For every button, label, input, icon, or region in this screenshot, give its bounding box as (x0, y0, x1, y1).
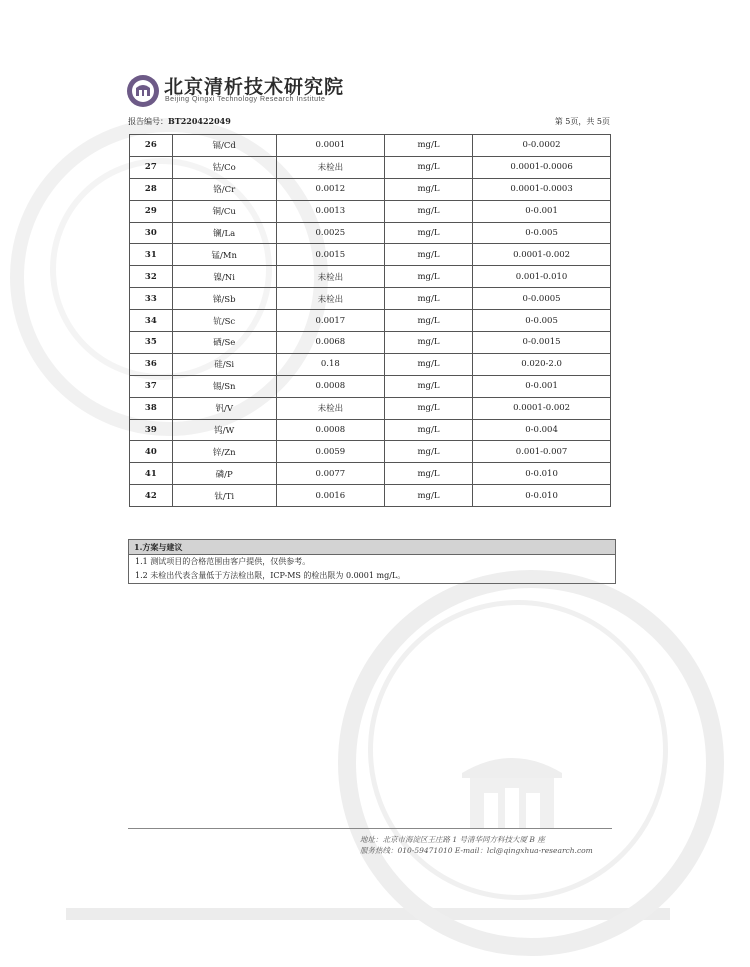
element-name-cell: 钛/Ti (172, 485, 276, 507)
table-row (130, 244, 611, 266)
unit-cell: mg/L (384, 485, 472, 507)
result-value-cell: 0.0017 (276, 310, 384, 332)
unit-cell: mg/L (384, 441, 472, 463)
row-number-cell: 38 (130, 397, 173, 419)
result-value-cell: 0.0001 (276, 135, 384, 157)
result-value-cell: 0.0016 (276, 485, 384, 507)
element-name-cell: 钪/Sc (172, 310, 276, 332)
result-value-cell: 0.0077 (276, 463, 384, 485)
element-name-cell: 锡/Sn (172, 375, 276, 397)
page-indicator: 第 5页，共 5页 (554, 117, 610, 126)
element-name-cell: 锌/Zn (172, 441, 276, 463)
unit-cell: mg/L (384, 266, 472, 288)
acceptable-range-cell: 0-0.0002 (473, 135, 611, 157)
result-value-cell: 0.0013 (276, 200, 384, 222)
result-value-cell: 0.0008 (276, 419, 384, 441)
unit-cell: mg/L (384, 332, 472, 354)
table-row (130, 156, 611, 178)
table-row (130, 332, 611, 354)
acceptable-range-cell: 0-0.001 (473, 375, 611, 397)
row-number-cell: 32 (130, 266, 173, 288)
acceptable-range-cell: 0-0.010 (473, 463, 611, 485)
acceptable-range-cell: 0-0.005 (473, 222, 611, 244)
row-number-cell: 42 (130, 485, 173, 507)
row-number-cell: 36 (130, 353, 173, 375)
table-row (130, 200, 611, 222)
acceptable-range-cell: 0.0001-0.002 (473, 397, 611, 419)
seal-building-icon (452, 738, 572, 828)
row-number-cell: 34 (130, 310, 173, 332)
result-value-cell: 0.0025 (276, 222, 384, 244)
unit-cell: mg/L (384, 310, 472, 332)
table-row (130, 419, 611, 441)
row-number-cell: 27 (130, 156, 173, 178)
report-number-value: BT220422049 (168, 116, 231, 126)
result-value-cell: 0.0008 (276, 375, 384, 397)
table-row (130, 222, 611, 244)
row-number-cell: 33 (130, 288, 173, 310)
result-value-cell: 0.0015 (276, 244, 384, 266)
row-number-cell: 30 (130, 222, 173, 244)
table-row (130, 375, 611, 397)
unit-cell: mg/L (384, 419, 472, 441)
unit-cell: mg/L (384, 156, 472, 178)
acceptable-range-cell: 0.001-0.010 (473, 266, 611, 288)
unit-cell: mg/L (384, 375, 472, 397)
element-name-cell: 磷/P (172, 463, 276, 485)
row-number-cell: 29 (130, 200, 173, 222)
unit-cell: mg/L (384, 135, 472, 157)
acceptable-range-cell: 0.0001-0.002 (473, 244, 611, 266)
acceptable-range-cell: 0.0001-0.0006 (473, 156, 611, 178)
table-row (130, 288, 611, 310)
row-number-cell: 26 (130, 135, 173, 157)
element-name-cell: 钨/W (172, 419, 276, 441)
table-row (130, 135, 611, 157)
acceptable-range-cell: 0-0.004 (473, 419, 611, 441)
footer-divider (128, 828, 612, 829)
result-value-cell: 未检出 (276, 156, 384, 178)
element-name-cell: 锑/Sb (172, 288, 276, 310)
footer-address: 地址：北京市海淀区王庄路 1 号清华同方科技大厦 B 座 (360, 835, 545, 844)
table-row (130, 310, 611, 332)
report-number-label: 报告编号： (128, 117, 168, 126)
note-line: 1.2 未检出代表含量低于方法检出限，ICP-MS 的检出限为 0.0001 mg/L。 (135, 571, 406, 580)
element-name-cell: 硅/Si (172, 353, 276, 375)
element-name-cell: 铜/Cu (172, 200, 276, 222)
institute-logo-icon (126, 74, 160, 108)
unit-cell: mg/L (384, 178, 472, 200)
unit-cell: mg/L (384, 397, 472, 419)
notes-box (128, 539, 616, 584)
element-name-cell: 镧/La (172, 222, 276, 244)
institute-english-name: Beijing Qingxi Technology Research Institute (165, 96, 326, 103)
result-value-cell: 0.18 (276, 353, 384, 375)
acceptable-range-cell: 0-0.001 (473, 200, 611, 222)
footer (360, 834, 593, 856)
table-row (130, 178, 611, 200)
result-value-cell: 未检出 (276, 397, 384, 419)
row-number-cell: 28 (130, 178, 173, 200)
table-row (130, 266, 611, 288)
acceptable-range-cell: 0-0.005 (473, 310, 611, 332)
notes-heading: 1.方案与建议 (129, 540, 615, 555)
acceptable-range-cell: 0-0.0005 (473, 288, 611, 310)
table-row (130, 463, 611, 485)
unit-cell: mg/L (384, 353, 472, 375)
result-value-cell: 0.0012 (276, 178, 384, 200)
acceptable-range-cell: 0.0001-0.0003 (473, 178, 611, 200)
acceptable-range-cell: 0.001-0.007 (473, 441, 611, 463)
element-name-cell: 钒/V (172, 397, 276, 419)
unit-cell: mg/L (384, 288, 472, 310)
result-value-cell: 未检出 (276, 266, 384, 288)
row-number-cell: 35 (130, 332, 173, 354)
table-row (130, 353, 611, 375)
acceptable-range-cell: 0.020-2.0 (473, 353, 611, 375)
row-number-cell: 39 (130, 419, 173, 441)
element-name-cell: 钴/Co (172, 156, 276, 178)
footer-contact: 服务热线：010-59471010 E-mail：lcl@qingxhua-research.com (360, 846, 593, 855)
element-name-cell: 铬/Cr (172, 178, 276, 200)
result-value-cell: 0.0068 (276, 332, 384, 354)
element-name-cell: 锰/Mn (172, 244, 276, 266)
row-number-cell: 40 (130, 441, 173, 463)
element-name-cell: 镍/Ni (172, 266, 276, 288)
unit-cell: mg/L (384, 222, 472, 244)
report-page (70, 48, 670, 870)
row-number-cell: 31 (130, 244, 173, 266)
row-number-cell: 37 (130, 375, 173, 397)
element-name-cell: 硒/Se (172, 332, 276, 354)
results-table (129, 134, 611, 507)
acceptable-range-cell: 0-0.0015 (473, 332, 611, 354)
unit-cell: mg/L (384, 463, 472, 485)
row-number-cell: 41 (130, 463, 173, 485)
report-number (128, 116, 231, 127)
institute-name: 北京清析技术研究院 (164, 76, 345, 98)
table-row (130, 397, 611, 419)
table-row (130, 485, 611, 507)
table-row (130, 441, 611, 463)
note-line: 1.1 测试项目的合格范围由客户提供，仅供参考。 (135, 557, 311, 566)
result-value-cell: 0.0059 (276, 441, 384, 463)
unit-cell: mg/L (384, 200, 472, 222)
element-name-cell: 镉/Cd (172, 135, 276, 157)
unit-cell: mg/L (384, 244, 472, 266)
result-value-cell: 未检出 (276, 288, 384, 310)
acceptable-range-cell: 0-0.010 (473, 485, 611, 507)
